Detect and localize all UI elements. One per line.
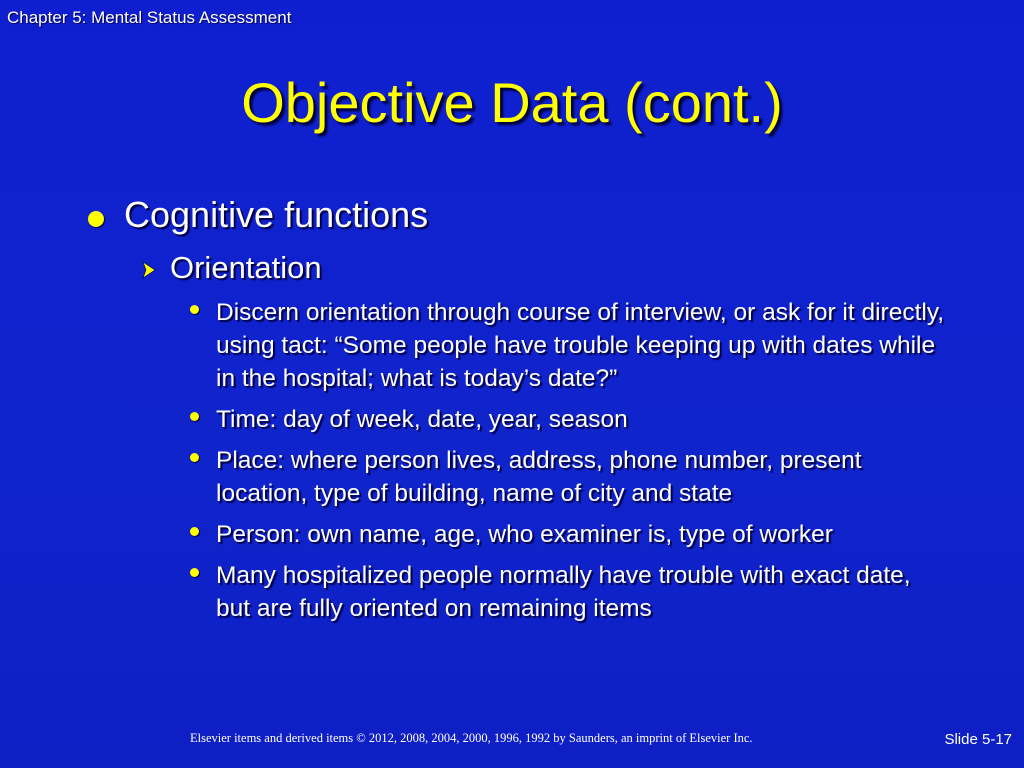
list-item bbox=[188, 403, 948, 436]
list-item-text: Person: own name, age, who examiner is, type of worker bbox=[216, 521, 833, 548]
bullet-level-2-text: Orientation bbox=[170, 250, 322, 285]
list-item-text: Discern orientation through course of interview, or ask for it directly, using tact: “Some people have trouble keeping up with dates while in the hospital; what is today’s date?” bbox=[216, 299, 945, 392]
yellow-dot-icon bbox=[88, 211, 104, 227]
list-item-text: Time: day of week, date, year, season bbox=[216, 406, 628, 433]
slide-number: Slide 5-17 bbox=[944, 731, 1012, 748]
list-item bbox=[188, 444, 948, 510]
small-dot-icon bbox=[190, 305, 199, 314]
small-dot-icon bbox=[190, 568, 199, 577]
small-dot-icon bbox=[190, 453, 199, 462]
chapter-header: Chapter 5: Mental Status Assessment bbox=[7, 8, 292, 27]
bullet-level-1-text: Cognitive functions bbox=[124, 194, 429, 235]
bullet-level-1 bbox=[88, 194, 428, 236]
bullet-level-2 bbox=[140, 250, 322, 286]
small-dot-icon bbox=[190, 527, 199, 536]
list-item-text: Many hospitalized people normally have trouble with exact date, but are fully oriented on remaining items bbox=[216, 562, 911, 622]
list-item bbox=[188, 559, 948, 625]
list-item-text: Place: where person lives, address, phone number, present location, type of building, name of city and state bbox=[216, 447, 862, 507]
bullet-level-3-list bbox=[188, 296, 948, 633]
list-item bbox=[188, 518, 948, 551]
slide-title: Objective Data (cont.) bbox=[241, 71, 783, 134]
small-dot-icon bbox=[190, 412, 199, 421]
arrow-right-icon bbox=[140, 260, 158, 280]
list-item bbox=[188, 296, 948, 395]
copyright-footer: Elsevier items and derived items © 2012, 2008, 2004, 2000, 1996, 1992 by Saunders, an imprint of Elsevier Inc. bbox=[190, 731, 753, 745]
